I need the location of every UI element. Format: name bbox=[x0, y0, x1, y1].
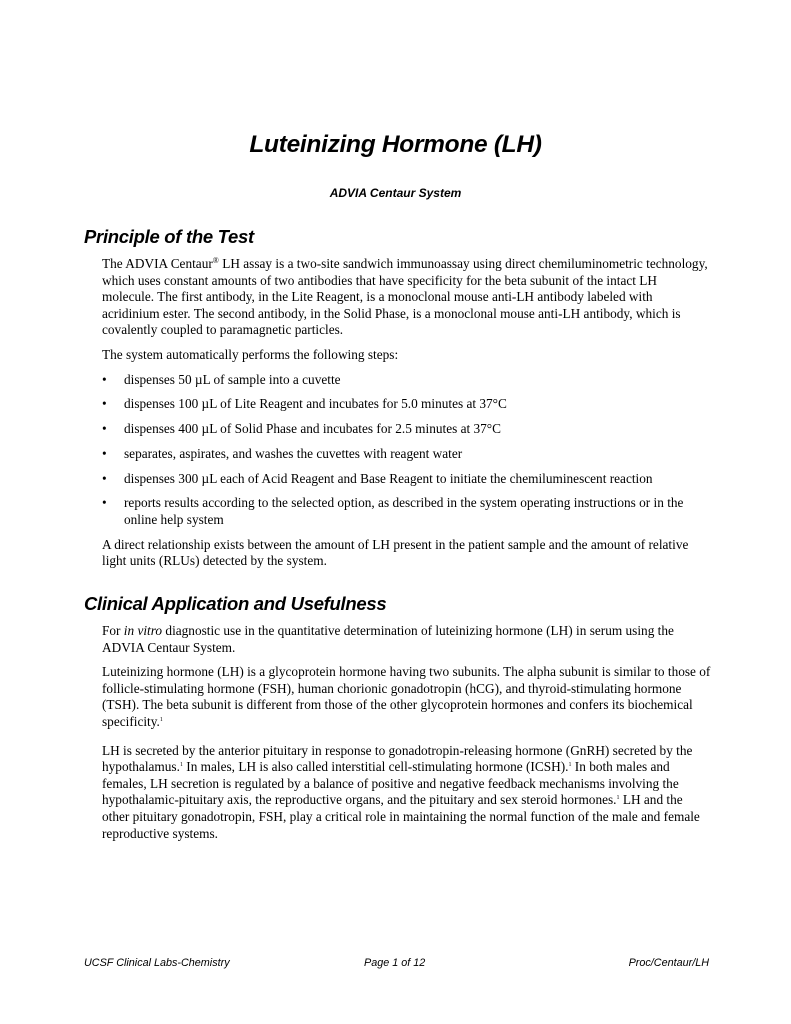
steps-list bbox=[102, 372, 712, 529]
page-footer bbox=[84, 957, 709, 973]
use-text-start: For bbox=[102, 623, 124, 638]
bullet-icon: • bbox=[102, 371, 107, 387]
step-item bbox=[102, 372, 712, 389]
step-text: dispenses 400 µL of Solid Phase and incubates for 2.5 minutes at 37°C bbox=[124, 421, 501, 437]
document-subtitle: ADVIA Centaur System bbox=[329, 186, 462, 200]
step-text: separates, aspirates, and washes the cuvettes with reagent water bbox=[124, 445, 463, 461]
intro-text-start: The ADVIA Centaur bbox=[102, 256, 213, 271]
principle-conclusion-paragraph: A direct relationship exists between the amount of LH present in the patient sample and the amount of relative light units (RLUs) detected by the system. bbox=[102, 536, 689, 569]
secretion-text-2: In males, LH is also called interstitial cell-stimulating hormone (ICSH). bbox=[182, 759, 569, 775]
lh-description-paragraph bbox=[102, 664, 712, 730]
principle-intro-paragraph bbox=[102, 256, 712, 339]
in-vitro-italic: in vitro bbox=[123, 623, 163, 638]
reference-superscript: 1 bbox=[159, 716, 163, 723]
step-item bbox=[102, 446, 712, 463]
principle-section-body bbox=[102, 256, 712, 578]
bullet-icon: • bbox=[102, 445, 107, 461]
lh-description-text: Luteinizing hormone (LH) is a glycoprotein hormone having two subunits. The alpha subunit is similar to those of follicle-stimulating hormone (FSH), human chorionic gonadotropin (hCG), and thyroid-stimulating hormone (TSH). The beta subunit is different from those of the other glycoprotein hormones and confers its biochemical specificity. bbox=[102, 664, 711, 729]
clinical-section-body bbox=[102, 623, 712, 850]
secretion-text-4: LH and the other pituitary gonadotropin, FSH, play a critical role in maintaining the normal function of the male and female reproductive systems. bbox=[102, 792, 700, 841]
secretion-text-3: In both males and females, LH secretion is regulated by a balance of positive and negative feedback mechanisms involving the hypothalamic-pituitary axis, the reproductive organs, and the pituitary and sex steroid hormones. bbox=[102, 759, 679, 808]
step-item bbox=[102, 495, 712, 528]
document-title: Luteinizing Hormone (LH) bbox=[249, 131, 542, 158]
footer-department: UCSF Clinical Labs-Chemistry bbox=[84, 957, 230, 969]
reference-superscript: 1 bbox=[179, 762, 183, 769]
secretion-text-1: LH is secreted by the anterior pituitary in response to gonadotropin-releasing hormone (GnRH) secreted by the hypothalamus. bbox=[102, 742, 693, 775]
intro-text-rest: LH assay is a two-site sandwich immunoassay using direct chemiluminometric technology, which uses constant amounts of two antibodies that have specificity for the beta subunit of the intact LH molecule. The first antibody, in the Lite Reagent, is a monoclonal mouse anti-LH antibody labeled with acridinium ester. The second antibody, in the Solid Phase, is a monoclonal mouse anti-LH antibody, which is covalently coupled to paramagnetic particles. bbox=[102, 256, 708, 338]
step-text: dispenses 300 µL each of Acid Reagent and Base Reagent to initiate the chemiluminescent reaction bbox=[124, 470, 653, 486]
use-text-rest: diagnostic use in the quantitative determination of luteinizing hormone (LH) in serum using the ADVIA Centaur System. bbox=[102, 623, 674, 655]
step-item bbox=[102, 396, 712, 413]
footer-document-code: Proc/Centaur/LH bbox=[628, 957, 709, 969]
clinical-use-paragraph bbox=[102, 623, 712, 656]
section-heading-principle: Principle of the Test bbox=[84, 226, 254, 247]
bullet-icon: • bbox=[102, 495, 107, 511]
step-text: reports results according to the selected option, as described in the system operating instructions or in the online help system bbox=[124, 495, 684, 528]
section-heading-clinical: Clinical Application and Usefulness bbox=[84, 593, 387, 614]
step-text: dispenses 100 µL of Lite Reagent and incubates for 5.0 minutes at 37°C bbox=[124, 396, 507, 412]
reference-superscript: 1 bbox=[568, 762, 572, 769]
reference-superscript: 1 bbox=[616, 795, 620, 802]
step-text: dispenses 50 µL of sample into a cuvette bbox=[124, 371, 341, 387]
bullet-icon: • bbox=[102, 396, 107, 412]
step-item bbox=[102, 421, 712, 438]
bullet-icon: • bbox=[102, 421, 107, 437]
footer-page-number: Page 1 of 12 bbox=[364, 957, 426, 969]
registered-mark: ® bbox=[212, 256, 219, 265]
steps-intro: The system automatically performs the following steps: bbox=[102, 346, 399, 362]
step-item bbox=[102, 471, 712, 488]
lh-secretion-paragraph bbox=[102, 743, 712, 843]
bullet-icon: • bbox=[102, 470, 107, 486]
